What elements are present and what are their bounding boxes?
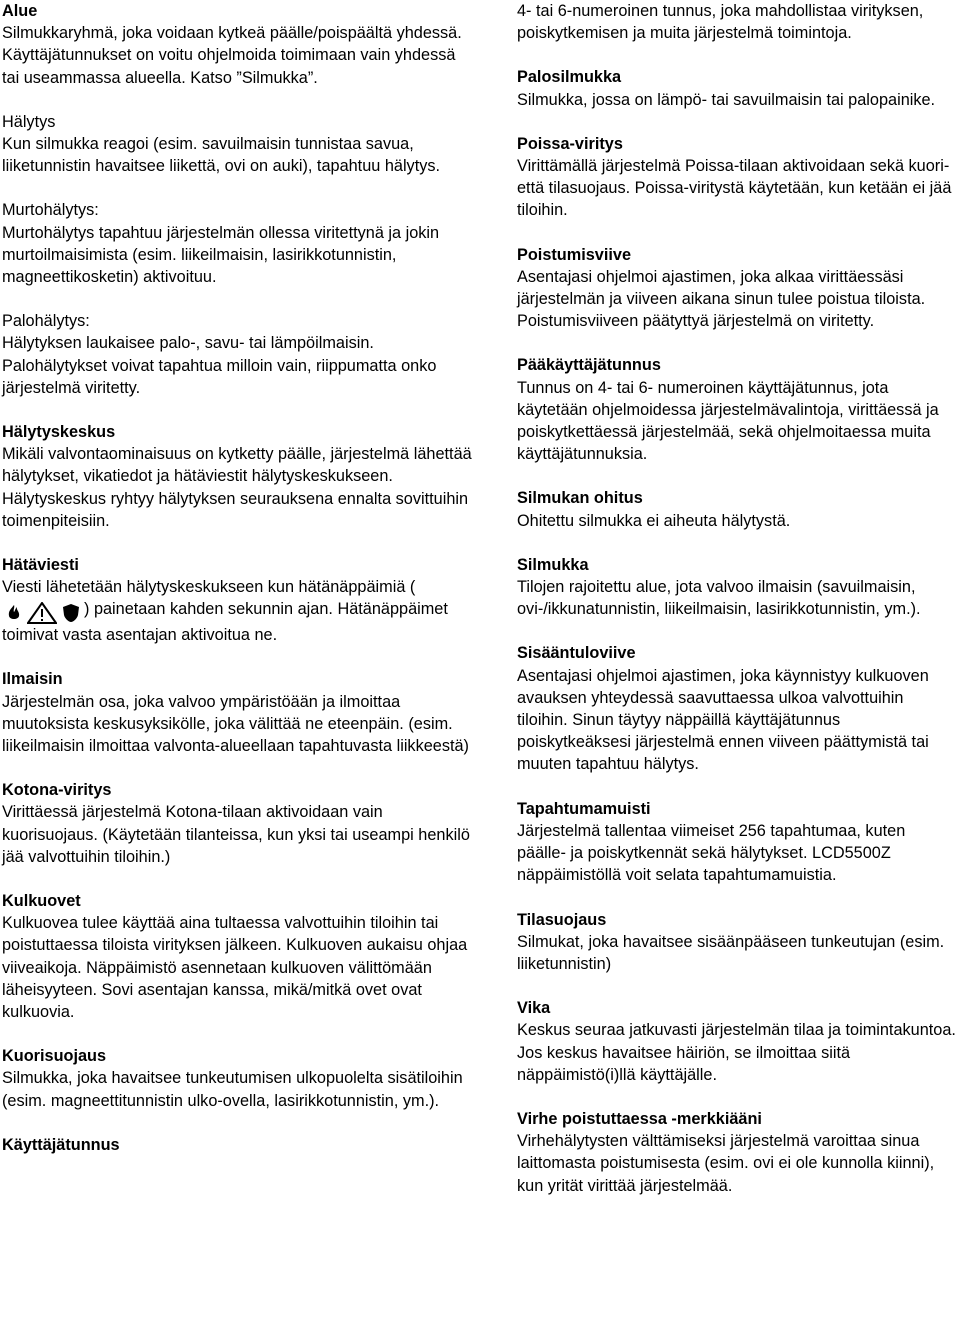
term-heading: Hälytyskeskus	[2, 423, 116, 442]
police-icon	[61, 603, 81, 623]
glossary-entry-halytyskeskus	[2, 421, 472, 532]
glossary-entry-kulkuovet	[2, 890, 472, 1023]
term-description: Silmukka, joka havaitsee tunkeutumisen ulkopuolelta sisätiloihin (esim. magneettitunnistin ulko-ovella, lasirikkotunnistin, ym.).	[2, 1069, 463, 1110]
term-description: Virittäessä järjestelmä Kotona-tilaan aktivoidaan vain kuorisuojaus. (Käytetään tilanteissa, kun yksi tai useampi henkilö jää valvottuihin tiloihin.)	[2, 803, 470, 866]
glossary-entry-kayttajatunnus-cont	[517, 0, 957, 44]
glossary-entry-paakayttajatunnus	[517, 354, 957, 465]
term-description: Murtohälytys tapahtuu järjestelmän ollessa viritettynä ja jokin murtoilmaisimista (esim. liikeilmaisin, lasirikkotunnistin, magneettikosketin) aktivoituu.	[2, 223, 440, 287]
glossary-entry-kotona-viritys	[2, 779, 472, 868]
term-heading: Kuorisuojaus	[2, 1047, 107, 1066]
term-heading: Käyttäjätunnus	[2, 1135, 120, 1154]
term-description: Hälytyksen laukaisee palo-, savu- tai lämpöilmaisin. Palohälytykset voivat tapahtua milloin vain, riippumatta onko järjestelmä viritetty.	[2, 334, 437, 397]
term-description: Mikäli valvontaominaisuus on kytketty päälle, järjestelmä lähettää hälytykset, vikatiedot ja hätäviestit hälytyskeskukseen. Hälytyskeskus ryhtyy hälytyksen seurauksena ennalta sovittuihin toimenpiteisiin.	[2, 445, 472, 530]
warning-triangle-icon	[27, 602, 57, 624]
glossary-entry-virhe-poistuttaessa	[517, 1108, 957, 1197]
term-description: Tilojen rajoitettu alue, jota valvoo ilmaisin (savuilmaisin, ovi-/ikkunatunnistin, liikeilmaisin, lasirikkotunnistin, ym.).	[517, 578, 921, 619]
term-description: Virittämällä järjestelmä Poissa-tilaan aktivoidaan sekä kuori- että tilasuojaus. Poissa-viritystä käytetään, kun ketään ei jää tiloihin.	[517, 157, 952, 220]
glossary-entry-alue	[2, 0, 472, 89]
desc-part-1: Viesti lähetetään hälytyskeskukseen kun hätänäppäimiä (	[2, 578, 416, 597]
term-description	[2, 576, 472, 646]
term-heading: Hätäviesti	[2, 556, 79, 575]
glossary-entry-kuorisuojaus	[2, 1045, 472, 1112]
term-heading: Vika	[517, 999, 551, 1018]
term-heading: Silmukka	[517, 555, 589, 574]
term-heading: Murtohälytys:	[2, 201, 99, 220]
term-description: Järjestelmä tallentaa viimeiset 256 tapahtumaa, kuten päälle- ja poiskytkennät sekä hälytykset. LCD5500Z näppäimistöllä voit selata tapahtumamuistia.	[517, 821, 906, 885]
term-heading: Kotona-viritys	[2, 781, 112, 800]
term-heading: Palosilmukka	[517, 68, 622, 87]
term-description: Keskus seuraa jatkuvasti järjestelmän tilaa ja toimintakuntoa. Jos keskus havaitsee häiriön, se ilmoittaa siitä näppäimistö(i)llä käyttäjälle.	[517, 1021, 956, 1084]
term-heading: Silmukan ohitus	[517, 489, 643, 508]
glossary-entry-ilmaisin	[2, 668, 472, 757]
glossary-entry-silmukan-ohitus	[517, 487, 957, 531]
term-description: Kulkuovea tulee käyttää aina tultaessa valvottuihin tiloihin tai poistuttaessa tiloista virityksen jälkeen. Kulkuoven aukaisu ohjaa viiveaikoja. Näppäimistö asennetaan kulkuoven välittömään läheisyyteen. Sovi asentajan kanssa, mikä/mitkä ovet ovat kulkuovia.	[2, 914, 468, 1022]
left-column	[2, 0, 472, 1178]
term-description: Virhehälytysten välttämiseksi järjestelmä varoittaa sinua laittomasta poistumisesta (esim. ovi ei ole kunnolla kiinni), kun yrität virittää järjestelmää.	[517, 1132, 935, 1195]
glossary-entry-silmukka	[517, 554, 957, 621]
term-description: Asentajasi ohjelmoi ajastimen, joka käynnistyy kulkuoven avauksen yhteydessä saavuttaessa ulkoa valvottuihin tiloihin. Sinun täytyy näppäillä käyttäjätunnus poiskytkeäksesi järjestelmä ennen viiveen päättymistä tai muuten tapahtuu hälytys.	[517, 666, 929, 774]
glossary-entry-halytys	[2, 111, 472, 178]
term-heading: Poistumisviive	[517, 245, 632, 264]
desc-part-2: ) painetaan kahden sekunnin ajan. Hätänäppäimet toimivat vasta asentajan aktivoitua ne.	[2, 600, 448, 645]
glossary-entry-palohalytys	[2, 310, 472, 399]
term-description: Asentajasi ohjelmoi ajastimen, joka alkaa virittäessäsi järjestelmän ja viiveen aikana sinun tulee poistua tiloista. Poistumisviiveen päätyttyä järjestelmä on viritetty.	[517, 267, 926, 331]
glossary-entry-poissa-viritys	[517, 133, 957, 222]
term-heading: Tapahtumamuisti	[517, 799, 651, 818]
glossary-entry-poistumisviive	[517, 244, 957, 333]
term-heading: Virhe poistuttaessa -merkkiääni	[517, 1109, 762, 1128]
term-description: Tunnus on 4- tai 6- numeroinen käyttäjätunnus, jota käytetään ohjelmoidessa järjestelmävalintoja, virittäessä ja poiskytkettäessä järjestelmää, sekä ohjelmoitaessa muita käyttäjätunnuksia.	[517, 378, 939, 464]
term-description: Ohitettu silmukka ei aiheuta hälytystä.	[517, 511, 791, 530]
glossary-entry-sisaantuloviive	[517, 642, 957, 775]
glossary-entry-hataviesti	[2, 554, 472, 646]
term-description: Silmukat, joka havaitsee sisäänpääseen tunkeutujan (esim. liiketunnistin)	[517, 932, 945, 973]
glossary-entry-palosilmukka	[517, 66, 957, 110]
glossary-entry-tilasuojaus	[517, 909, 957, 976]
term-heading: Hälytys	[2, 112, 56, 131]
term-heading: Tilasuojaus	[517, 910, 607, 929]
panic-key-icons	[5, 601, 81, 624]
term-heading: Pääkäyttäjätunnus	[517, 356, 661, 375]
term-heading: Kulkuovet	[2, 892, 81, 910]
glossary-entry-kayttajatunnus	[2, 1134, 472, 1156]
term-description: Silmukka, jossa on lämpö- tai savuilmaisin tai palopainike.	[517, 90, 936, 109]
term-heading: Poissa-viritys	[517, 134, 623, 153]
term-description: Järjestelmän osa, joka valvoo ympäristöään ja ilmoittaa muutoksista keskusyksikölle, joka välittää ne eteenpäin. (esim. liikeilmaisin ilmoittaa valvonta-alueellaan tapahtuvasta liikkeestä)	[2, 692, 469, 755]
glossary-entry-tapahtumamuisti	[517, 798, 957, 887]
term-description: Kun silmukka reagoi (esim. savuilmaisin tunnistaa savua, liiketunnistin havaitsee liikettä, ovi on auki), tapahtuu hälytys.	[2, 135, 441, 176]
right-column	[517, 0, 957, 1219]
term-heading: Sisääntuloviive	[517, 644, 636, 663]
term-description: 4- tai 6-numeroinen tunnus, joka mahdollistaa virityksen, poiskytkemisen ja muita järjestelmä toimintoja.	[517, 2, 924, 43]
fire-icon	[5, 604, 23, 622]
term-heading: Alue	[2, 2, 38, 20]
term-heading: Ilmaisin	[2, 670, 63, 689]
glossary-entry-vika	[517, 997, 957, 1086]
glossary-entry-murtohalytys	[2, 199, 472, 288]
term-description: Silmukkaryhmä, joka voidaan kytkeä päälle/poispäältä yhdessä. Käyttäjätunnukset on voitu ohjelmoida toimimaan vain yhdessä tai useammassa alueella. Katso ”Silmukka”.	[2, 24, 462, 87]
term-heading: Palohälytys:	[2, 312, 90, 331]
